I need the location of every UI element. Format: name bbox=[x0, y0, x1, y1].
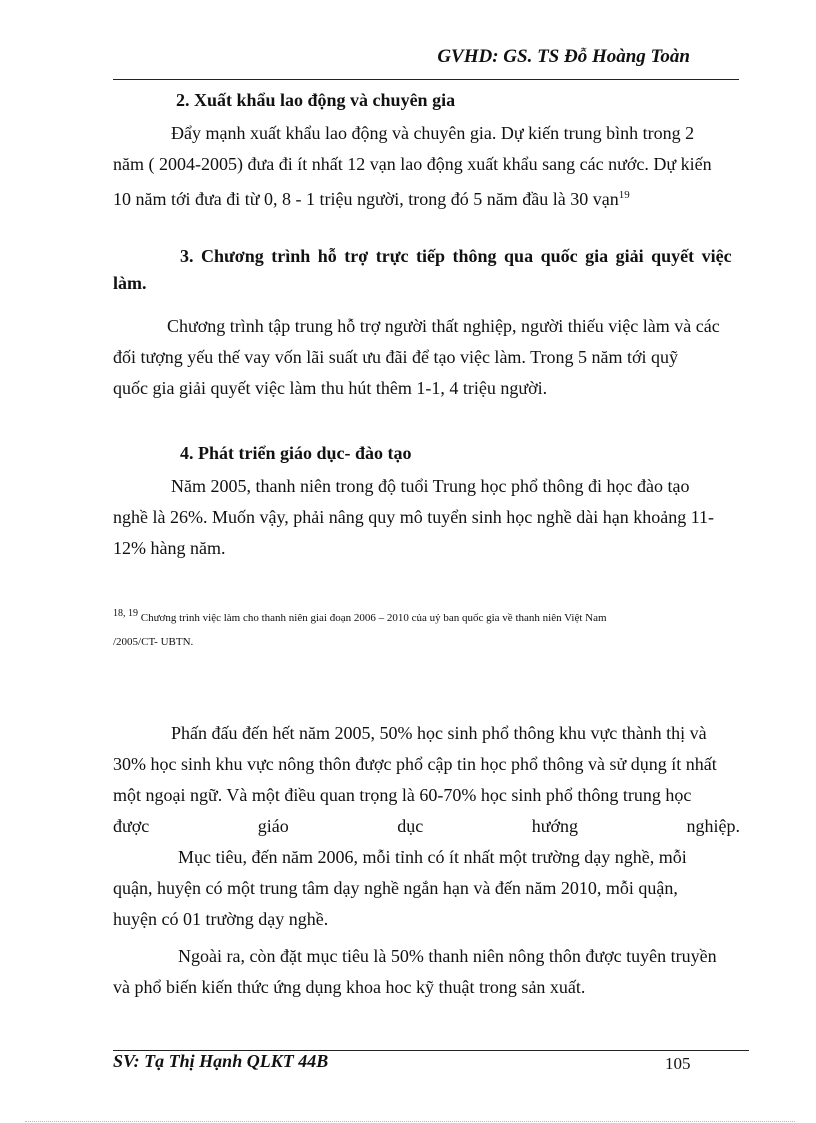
text-line bbox=[113, 180, 740, 215]
text-line: 12% hàng năm. bbox=[113, 538, 226, 558]
text-line: Ngoài ra, còn đặt mục tiêu là 50% thanh niên nông thôn được tuyên truyền bbox=[178, 946, 717, 966]
section-2-body bbox=[113, 118, 740, 215]
word: nghiệp. bbox=[686, 816, 740, 836]
text-line: quận, huyện có một trung tâm dạy nghề ngắn hạn và đến năm 2010, mỗi quận, bbox=[113, 878, 678, 898]
text-line: nghề là 26%. Muốn vậy, phải nâng quy mô tuyển sinh học nghề dài hạn khoảng 11- bbox=[113, 507, 715, 527]
text-line: 30% học sinh khu vực nông thôn được phổ cập tin học phổ thông và sử dụng ít nhất bbox=[113, 754, 717, 774]
footnote-text: Chương trình việc làm cho thanh niên giai đoạn 2006 – 2010 của uỷ ban quốc gia về thanh niên Việt Nam bbox=[140, 612, 607, 624]
student-name: SV: Tạ Thị Hạnh QLKT 44B bbox=[113, 1051, 329, 1071]
text-line-content: 10 năm tới đưa đi từ 0, 8 - 1 triệu người, trong đó 5 năm đầu là 30 vạn bbox=[113, 189, 619, 209]
footnote-line: /2005/CT- UBTN. bbox=[113, 636, 194, 648]
footnote bbox=[113, 602, 743, 654]
word: hướng bbox=[531, 816, 578, 836]
header-divider bbox=[113, 79, 739, 80]
text-line-spread bbox=[113, 811, 740, 842]
word: giáo bbox=[257, 816, 289, 836]
text-line: quốc gia giải quyết việc làm thu hút thêm 1-1, 4 triệu người. bbox=[113, 378, 548, 398]
footnote-line bbox=[113, 602, 743, 630]
text-line: Mục tiêu, đến năm 2006, mỗi tỉnh có ít nhất một trường dạy nghề, mỗi bbox=[178, 847, 687, 867]
section-4-body bbox=[113, 471, 740, 564]
text-line: Phấn đấu đến hết năm 2005, 50% học sinh phổ thông khu vực thành thị và bbox=[171, 723, 707, 743]
text-line: Năm 2005, thanh niên trong độ tuổi Trung học phổ thông đi học đào tạo bbox=[171, 476, 690, 496]
footnote-reference: 19 bbox=[618, 189, 630, 201]
text-line: huyện có 01 trường dạy nghề. bbox=[113, 909, 329, 929]
section-2-heading: 2. Xuất khẩu lao động và chuyên gia bbox=[176, 90, 456, 110]
text-line: năm ( 2004-2005) đưa đi ít nhất 12 vạn lao động xuất khẩu sang các nước. Dự kiến bbox=[113, 154, 712, 174]
section-3-body bbox=[113, 311, 740, 404]
text-line: Chương trình tập trung hỗ trợ người thất nghiệp, người thiếu việc làm và các bbox=[167, 316, 720, 336]
page-bottom-border bbox=[25, 1121, 795, 1122]
word: dục bbox=[397, 816, 424, 836]
continuation-paragraph-1 bbox=[113, 718, 740, 842]
continuation-paragraph-3 bbox=[113, 941, 740, 1003]
section-4-heading: 4. Phát triển giáo dục- đào tạo bbox=[180, 443, 412, 463]
page-number: 105 bbox=[665, 1054, 691, 1073]
heading-line: 3. Chương trình hỗ trợ trực tiếp thông qua quốc gia giải quyết việc bbox=[180, 246, 732, 266]
advisor-text: GVHD: GS. TS Đỗ Hoàng Toàn bbox=[437, 46, 690, 67]
text-line: một ngoại ngữ. Và một điều quan trọng là 60-70% học sinh phổ thông trung học bbox=[113, 785, 692, 805]
continuation-paragraph-2 bbox=[113, 842, 740, 935]
word: được bbox=[113, 816, 150, 836]
text-line: và phổ biến kiến thức ứng dụng khoa hoc kỹ thuật trong sản xuất. bbox=[113, 977, 586, 997]
footnote-marker: 18, 19 bbox=[113, 608, 138, 619]
section-3-heading bbox=[113, 246, 740, 294]
text-line: Đẩy mạnh xuất khẩu lao động và chuyên gia. Dự kiến trung bình trong 2 bbox=[171, 123, 695, 143]
heading-line: làm. bbox=[113, 273, 147, 293]
text-line: đối tượng yếu thế vay vốn lãi suất ưu đãi để tạo việc làm. Trong 5 năm tới quỹ bbox=[113, 347, 678, 367]
